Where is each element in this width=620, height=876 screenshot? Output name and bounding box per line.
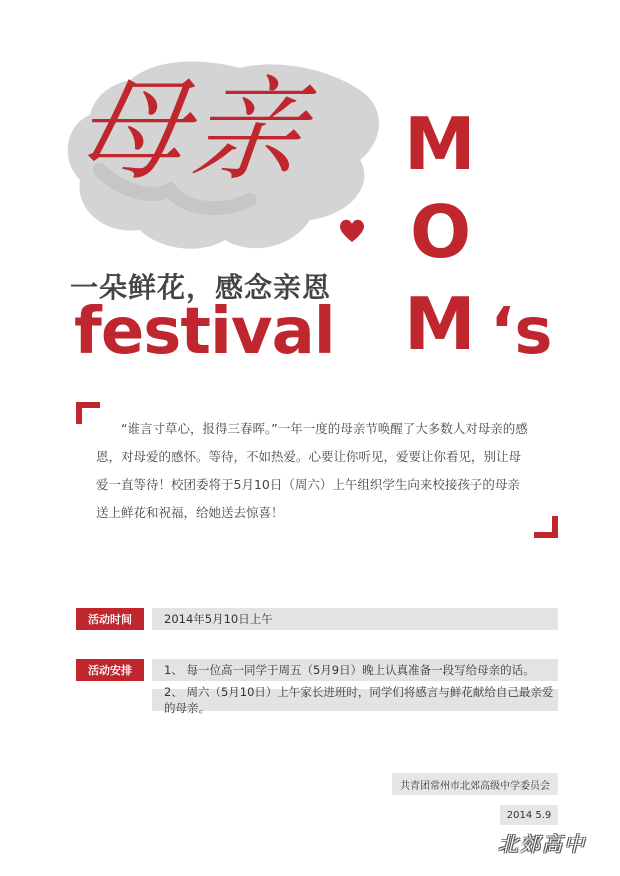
apostrophe-s: ‘s [490,295,553,369]
mom-letter-m1: M [404,102,476,186]
page-title-cn: 母亲 [68,66,314,196]
corner-bracket-top-v [76,402,82,424]
subtitle: 一朵鲜花，感念亲恩 [70,271,332,304]
intro-paragraph: “谁言寸草心，报得三春晖。”一年一度的母亲节唤醒了大多数人对母亲的感恩，对母爱的感怀。等待，不如热爱。心要让你听见，爱要让你看见，别让母爱一直等待！校团委将于5月10日（周六）上午组织学生向来校接孩子的母亲送上鲜花和祝福，给她送去惊喜！ [96,421,528,520]
corner-bracket-bottom-v [552,516,558,538]
heart-icon [337,215,367,245]
activity-plan-label: 活动安排 [76,659,144,681]
mom-letter-m2: M [404,282,476,366]
mom-letter-o: O [410,190,472,274]
activity-plan-item-2: 2、 周六（5月10日）上午家长进班时，同学们将感言与鲜花献给自己最亲爱的母亲。 [152,689,558,711]
activity-plan-item-1: 1、 每一位高一同学于周五（5月9日）晚上认真准备一段写给母亲的话。 [152,659,558,681]
festival-word: festival [74,295,335,369]
activity-time-label: 活动时间 [76,608,144,630]
issue-date: 2014 5.9 [500,805,558,825]
organizer: 共青团常州市北郊高级中学委员会 [392,773,558,795]
watermark-logo: 北郊高中 [498,832,586,856]
activity-time-value: 2014年5月10日上午 [152,608,558,630]
